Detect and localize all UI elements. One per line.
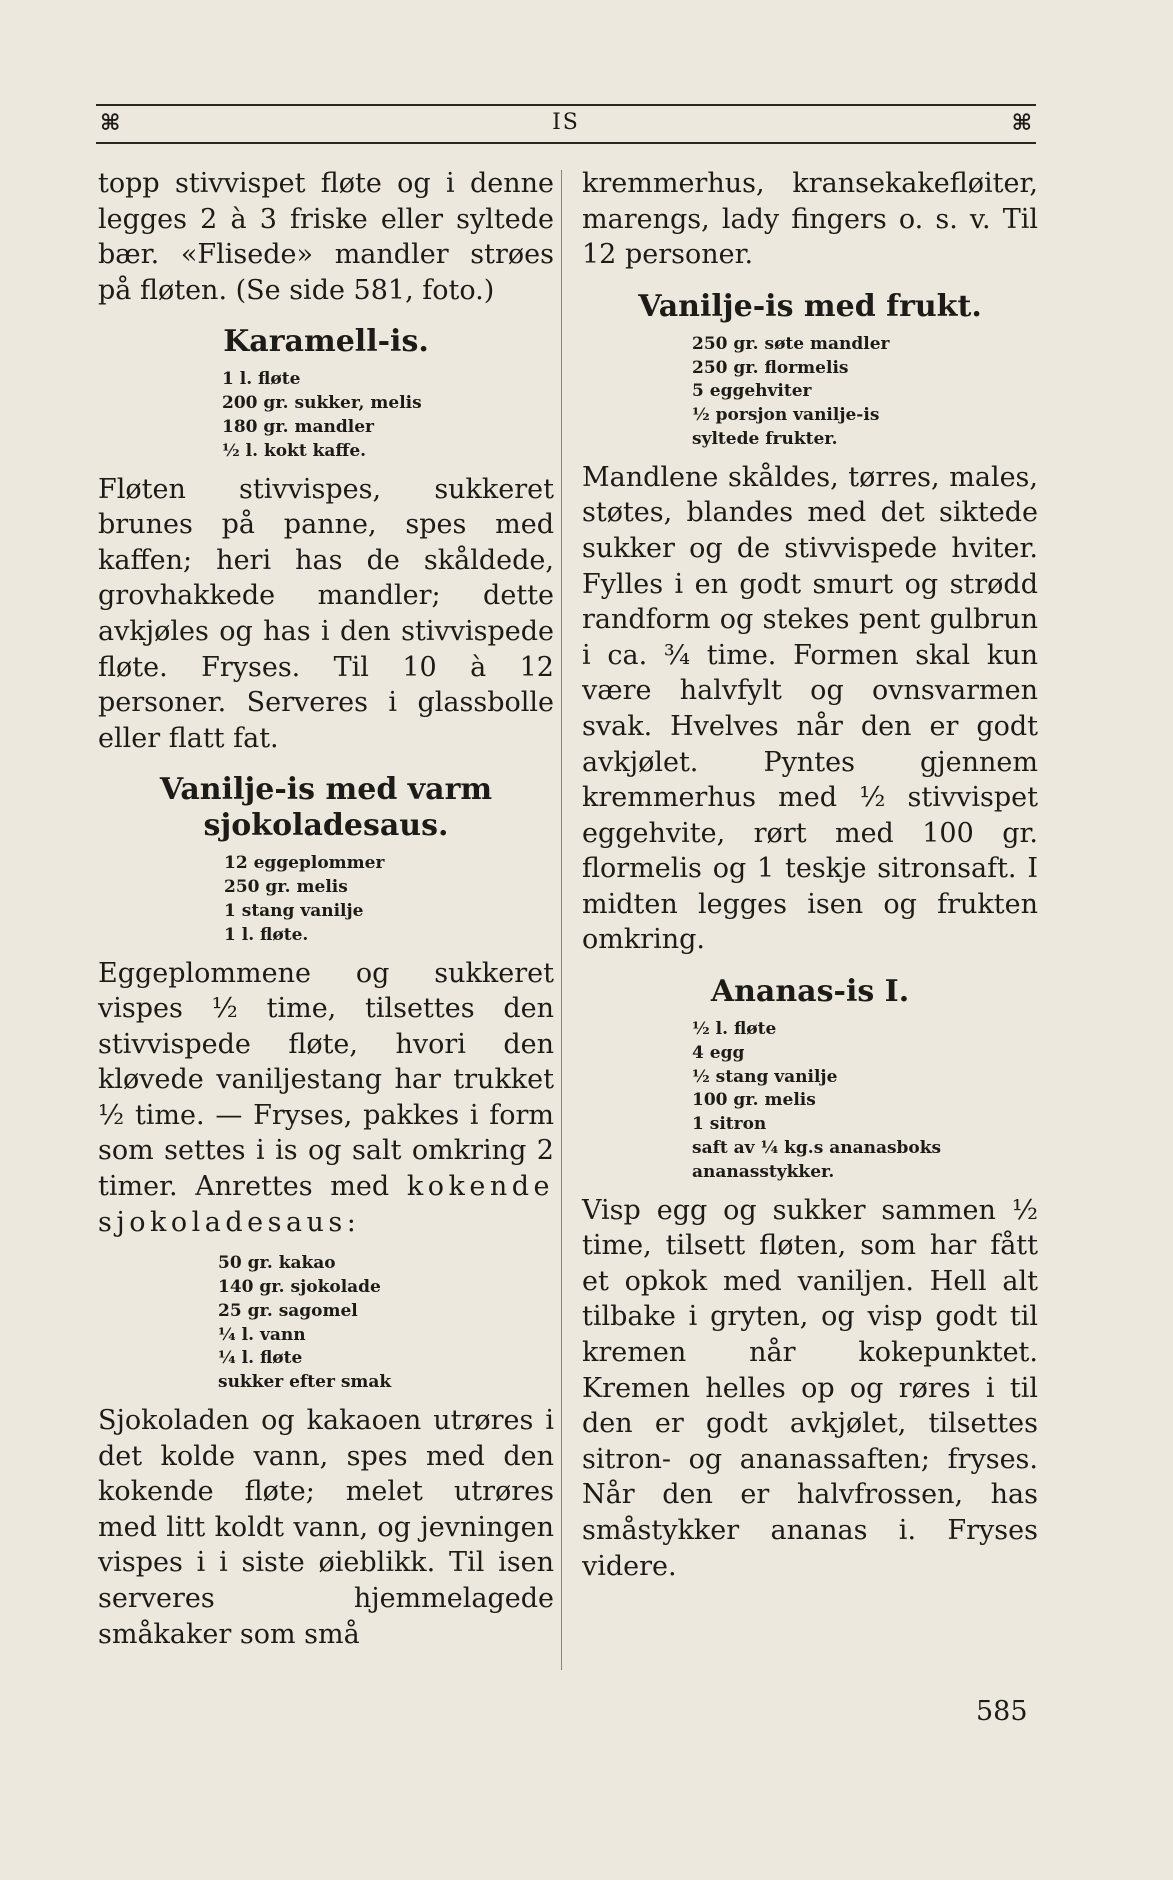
ingredient-list-karamell [98,368,554,463]
page-number: 585 [976,1696,1028,1727]
column-divider [561,170,562,1670]
method-vanilje-sjoko [98,956,554,1241]
ingredient-item: 25 gr. sagomel [218,1300,358,1321]
ingredient-list-saus [98,1252,554,1395]
ornament-icon: ⌘ [100,110,121,136]
intro-paragraph: topp stivvispet fløte og i denne legges 2 à 3 friske eller syltede bær. «Flisede» mandler strøes på fløten. (Se side 581, foto.) [98,168,554,306]
spaced-emphasis: kokende sjokoladesaus: [98,1171,554,1238]
recipe-title-ananas: Ananas-is I. [710,974,910,1010]
ingredient-item: ½ stang vanilje [692,1066,838,1087]
ingredient-item: 250 gr. melis [224,877,348,898]
ornament-icon: ⌘ [1011,110,1032,136]
method-ananas: Visp egg og sukker sammen ½ time, tilsett fløten, som har fått et opkok med vaniljen. Hell alt tilbake i gryten, og visp godt til kremen når kokepunktet. Kremen helles op og røres i til den er godt avkjølet, tilsettes sitron- og ananassaften; fryses. Når den er halvfrossen, has småstykker ananas i. Fryses videre. [582,1194,1038,1582]
ingredient-item: ½ l. fløte [692,1019,777,1040]
ingredient-item: 4 egg [692,1042,745,1063]
ingredient-list-vanilje-sjoko [98,852,554,947]
ingredient-item: sukker efter smak [218,1372,392,1393]
ingredient-item: syltede frukter. [692,428,838,449]
ingredient-item: ¼ l. fløte [218,1348,303,1369]
ingredient-item: 1 l. fløte. [224,924,309,945]
recipe-title-karamell: Karamell-is. [223,324,429,360]
ingredient-item: 1 sitron [692,1114,767,1135]
method-frukt: Mandlene skåldes, tørres, males, støtes, blandes med det siktede sukker og de stivvispede hviter. Fylles i en godt smurt og strødd randform og stekes pent gulbrun i ca. ¾ time. Formen skal kun være halvfylt og ovnsvarmen svak. Hvelves når den er godt avkjølet. Pyntes gjennem kremmerhus med ½ stivvispet eggehvite, rørt med 100 gr. flormelis og 1 teskje sitronsaft. I midten legges isen og frukten omkring. [582,461,1038,956]
ingredient-item: ½ porsjon vanilje-is [692,405,880,426]
right-column [582,166,1038,1584]
ingredient-item: ½ l. kokt kaffe. [222,440,367,461]
running-head [96,104,1036,144]
ingredient-item: 180 gr. mandler [222,416,375,437]
ingredient-item: 1 l. fløte [222,369,301,390]
method-karamell: Fløten stivvispes, sukkeret brunes på panne, spes med kaffen; heri has de skåldede, grovhakkede mandler; dette avkjøles og has i den stivvispede fløte. Fryses. Til 10 à 12 personer. Serveres i glassbolle eller flatt fat. [98,473,554,754]
ingredient-list-ananas [582,1018,1038,1185]
recipe-title-vanilje-sjoko: Vanilje-is med varm sjokoladesaus. [159,772,493,844]
ingredient-item: 250 gr. søte mandler [692,333,890,354]
left-column [98,166,554,1652]
ingredient-item: 5 eggehviter [692,381,812,402]
recipe-title-frukt: Vanilje-is med frukt. [638,288,982,324]
method-text: Eggeplommene og sukkeret vispes ½ time, tilsettes den stivvispede fløte, hvori den kløvede vaniljestang har trukket ½ time. — Fryses, pakkes i form som settes i is og salt omkring 2 timer. Anrettes med [98,957,554,1203]
page-section-title: IS [552,110,580,135]
ingredient-item: saft av ¼ kg.s ananasboks [692,1138,942,1159]
continuation-paragraph: kremmerhus, kransekakefløiter, marengs, lady fingers o. s. v. Til 12 personer. [582,168,1038,271]
ingredient-list-frukt [582,333,1038,452]
ingredient-item: 1 stang vanilje [224,900,364,921]
ingredient-item: ananasstykker. [692,1161,835,1182]
ingredient-item: 250 gr. flormelis [692,357,849,378]
ingredient-item: 12 eggeplommer [224,853,385,874]
ingredient-item: 100 gr. melis [692,1090,816,1111]
ingredient-item: 50 gr. kakao [218,1253,336,1274]
ingredient-item: 200 gr. sukker, melis [222,393,422,414]
ingredient-item: 140 gr. sjokolade [218,1277,381,1298]
method-saus: Sjokoladen og kakaoen utrøres i det kolde vann, spes med den kokende fløte; melet utrøres med litt koldt vann, og jevningen vispes i i siste øieblikk. Til isen serveres hjemmelagede småkaker som små [98,1405,554,1650]
ingredient-item: ¼ l. vann [218,1324,306,1345]
